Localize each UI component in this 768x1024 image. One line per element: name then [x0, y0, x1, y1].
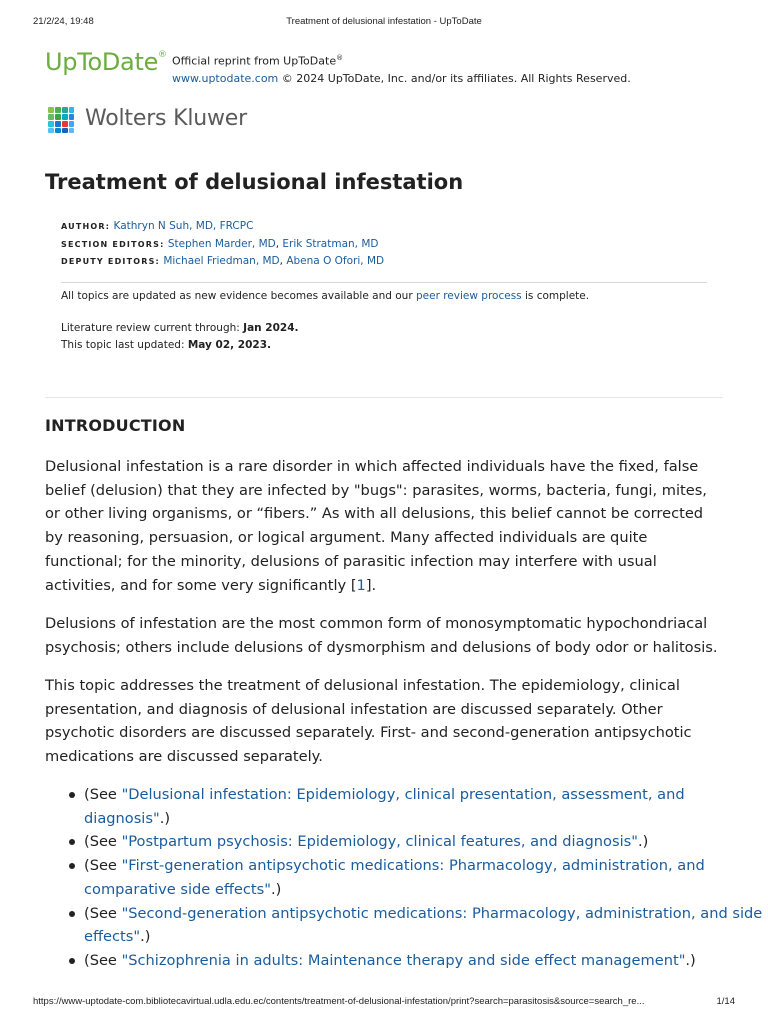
- section-editors-label: SECTION EDITORS:: [61, 239, 165, 249]
- intro-paragraph-1: [45, 455, 725, 597]
- registered-mark: ®: [336, 54, 344, 62]
- topic-link[interactable]: "First-generation antipsychotic medications: Pharmacology, administration, and comparative side effects": [84, 857, 705, 898]
- topic-link[interactable]: "Second-generation antipsychotic medications: Pharmacology, administration, and side effects": [84, 904, 763, 946]
- last-updated-line: [61, 337, 299, 354]
- literature-review-line: [61, 320, 299, 337]
- wolters-kluwer-wordmark: Wolters Kluwer: [85, 106, 247, 131]
- see-prefix: (See: [84, 904, 122, 922]
- see-prefix: (See: [84, 833, 122, 851]
- review-note-text: All topics are updated as new evidence becomes available and our: [61, 290, 416, 302]
- see-also-list: [45, 783, 768, 973]
- review-dates: [61, 320, 299, 354]
- print-page-title: Treatment of delusional infestation - UpToDate: [286, 16, 482, 27]
- copyright-text: © 2024 UpToDate, Inc. and/or its affiliates. All Rights Reserved.: [278, 71, 631, 85]
- see-prefix: (See: [84, 786, 122, 803]
- see-prefix: (See: [84, 951, 122, 969]
- deputy-editors-line: DEPUTY EDITORS: Michael Friedman, MD, Abena O Ofori, MD: [61, 255, 385, 267]
- paragraph-text: Delusional infestation is a rare disorder in which affected individuals have the fixed, false belief (delusion) that they are infected by "bugs": parasites, worms, bacteria, fungi, mites, or other living organisms, or “fibers.” As with all delusions, this belief cannot be corrected by reasoning, persuasion, or logical argument. Many affected individuals are quite functional; for the minority, delusions of parasitic infection may interfere with usual activities, and for some very significantly [: [45, 458, 707, 594]
- list-item: [84, 902, 768, 949]
- wolters-kluwer-globe-icon: [45, 104, 77, 136]
- section-editor-link[interactable]: Erik Stratman, MD: [282, 237, 379, 250]
- brand-row: [45, 48, 735, 84]
- peer-review-note: [61, 290, 589, 302]
- uptodate-site-link[interactable]: www.uptodate.com: [172, 71, 279, 85]
- uptodate-logo-text: UpToDate: [45, 48, 159, 76]
- peer-review-link[interactable]: peer review process: [415, 290, 522, 302]
- paragraph-text: Delusions of infestation are the most common form of monosymptomatic hypochondriacal psychosis; others include delusions of dysmorphism and delusions of body odor or halitosis.: [45, 615, 718, 656]
- list-item: [84, 949, 768, 973]
- uptodate-logo-mark: ®: [158, 50, 167, 60]
- paragraph-text: This topic addresses the treatment of delusional infestation. The epidemiology, clinical presentation, and diagnosis of delusional infestation are discussed separately. Other psychotic disorders are discussed separately. First- and second-generation antipsychotic medications are discussed separately.: [45, 677, 692, 766]
- reprint-line: [172, 50, 631, 70]
- intro-paragraph-2: [45, 612, 725, 659]
- article-credits: [61, 218, 384, 271]
- reprint-text: Official reprint from UpToDate: [172, 54, 337, 68]
- author-link[interactable]: Kathryn N Suh, MD, FRCPC: [113, 220, 254, 232]
- last-updated-label: This topic last updated:: [61, 339, 188, 351]
- author-line: [61, 218, 384, 236]
- section-editors-line: SECTION EDITORS: Stephen Marder, MD, Erik Stratman, MD: [61, 237, 379, 250]
- print-datetime: 21/2/24, 19:48: [33, 16, 94, 27]
- last-updated-date: May 02, 2023.: [187, 339, 272, 351]
- list-item: [84, 783, 768, 830]
- review-note-end: is complete.: [521, 290, 590, 302]
- print-url: https://www-uptodate-com.bibliotecavirtual.udla.edu.ec/contents/treatment-of-delusional-infestation/print?search=parasitosis&source=search_re...: [33, 996, 645, 1007]
- intro-paragraph-3: [45, 674, 725, 769]
- paragraph-end: ].: [365, 576, 377, 594]
- deputy-editor-link[interactable]: Michael Friedman, MD: [163, 255, 280, 267]
- print-footer: [0, 996, 768, 1010]
- list-item: [84, 854, 768, 901]
- uptodate-logo: [45, 48, 167, 76]
- see-suffix: .): [140, 928, 151, 946]
- deputy-editor-link[interactable]: Abena O Ofori, MD: [286, 255, 385, 267]
- print-header: [0, 16, 768, 30]
- page-number: 1/14: [716, 996, 735, 1007]
- deputy-editors-label: DEPUTY EDITORS:: [61, 257, 160, 266]
- copyright-line: [172, 70, 631, 87]
- topic-link[interactable]: "Postpartum psychosis: Epidemiology, clinical features, and diagnosis": [121, 833, 638, 851]
- topic-link[interactable]: "Schizophrenia in adults: Maintenance therapy and side effect management": [121, 951, 686, 969]
- list-item: [84, 830, 768, 854]
- divider: [45, 397, 723, 398]
- topic-link[interactable]: "Delusional infestation: Epidemiology, clinical presentation, assessment, and diagnosis": [84, 786, 685, 827]
- introduction-heading: INTRODUCTION: [45, 416, 186, 435]
- see-suffix: .): [159, 809, 171, 827]
- article-title: Treatment of delusional infestation: [45, 170, 464, 194]
- see-suffix: .): [270, 880, 282, 898]
- lit-review-label: Literature review current through:: [61, 322, 244, 334]
- author-label: AUTHOR:: [61, 222, 111, 231]
- see-suffix: .): [685, 951, 696, 969]
- see-prefix: (See: [84, 857, 122, 875]
- section-editor-link[interactable]: Stephen Marder, MD: [167, 237, 276, 250]
- reprint-notice: [172, 50, 631, 87]
- divider: [61, 282, 707, 283]
- reference-link[interactable]: 1: [356, 576, 366, 594]
- lit-review-date: Jan 2024.: [243, 322, 299, 334]
- see-suffix: .): [637, 833, 649, 851]
